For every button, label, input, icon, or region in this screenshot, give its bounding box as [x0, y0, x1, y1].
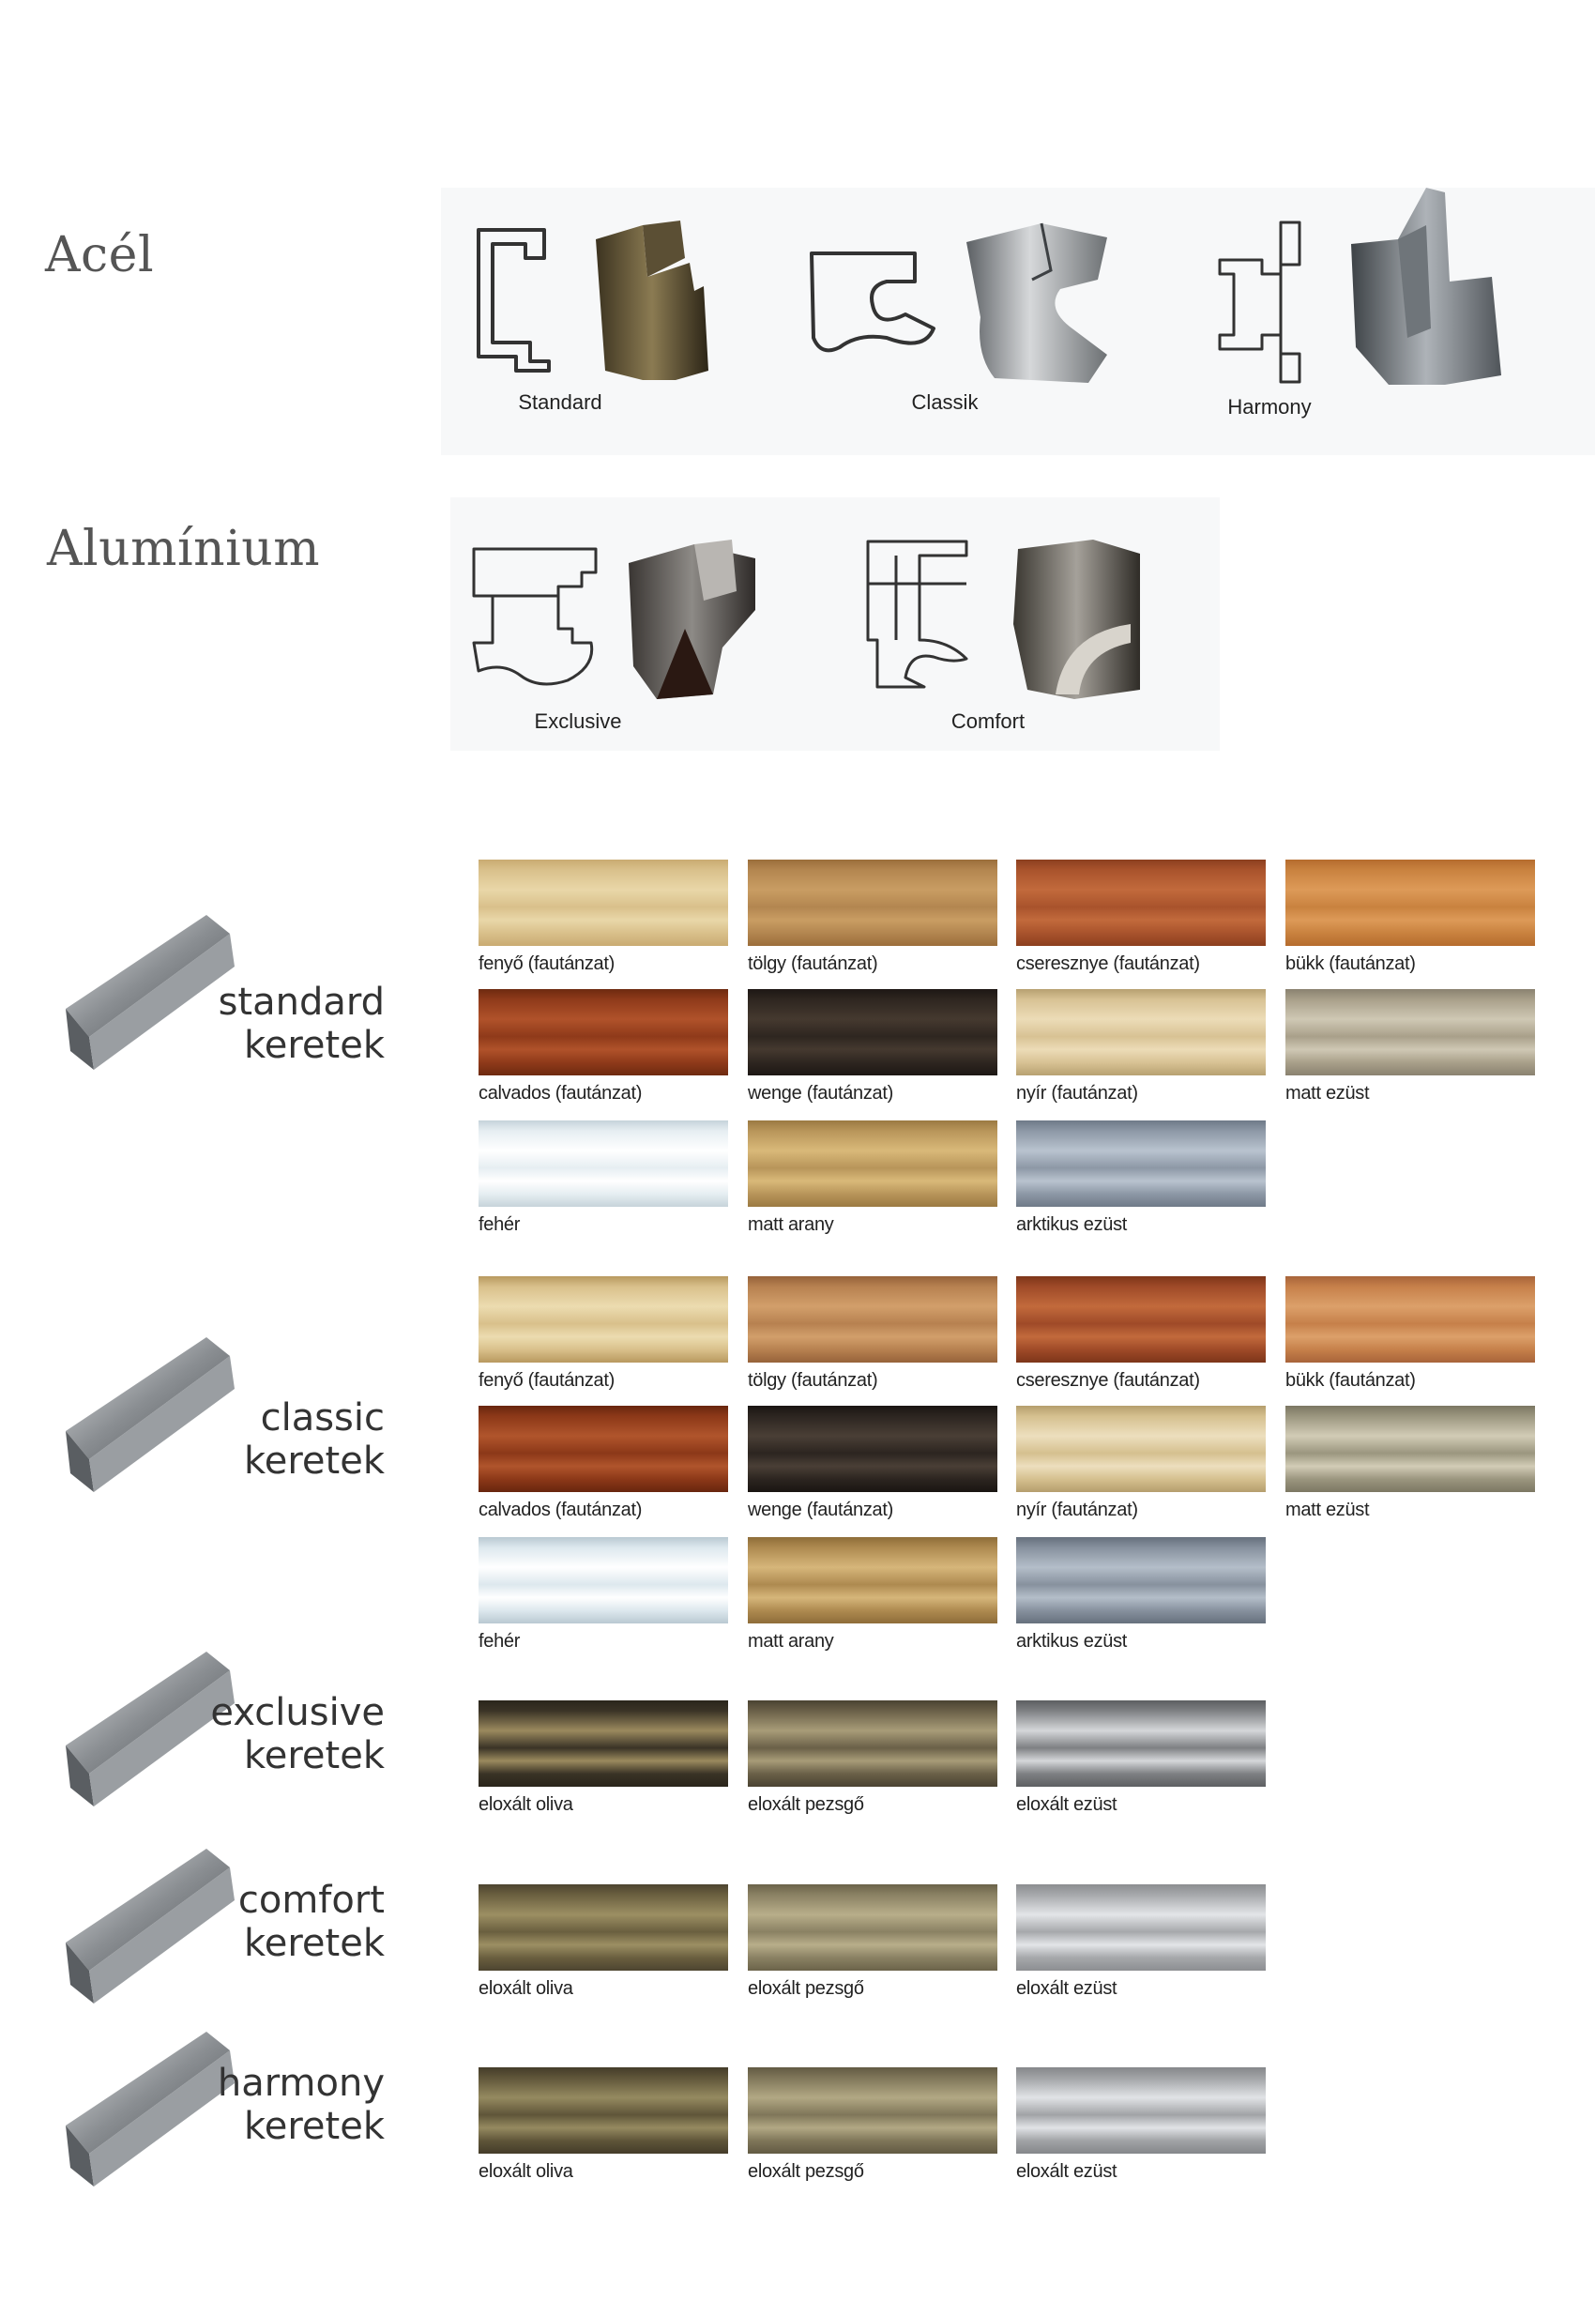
color-swatch-label: nyír (fautánzat) [1016, 1500, 1138, 1520]
frame-type-label [160, 1879, 385, 1965]
frame-type-name: classic [260, 1396, 385, 1440]
color-swatch [748, 2067, 997, 2154]
color-swatch [479, 1884, 728, 1971]
frame-type-word: keretek [244, 1922, 385, 1965]
color-swatch [1016, 860, 1266, 946]
frame-type-name: standard [218, 981, 385, 1024]
color-swatch-label: eloxált oliva [479, 2161, 573, 2182]
color-swatch [1285, 860, 1535, 946]
exclusive-profile-label: Exclusive [534, 709, 622, 733]
color-swatch-label: eloxált ezüst [1016, 1978, 1117, 1999]
color-swatch-label: calvados (fautánzat) [479, 1083, 643, 1104]
color-swatch-label: nyír (fautánzat) [1016, 1083, 1138, 1104]
frame-type-label [160, 1396, 385, 1483]
comfort-profile-drawing [859, 537, 980, 696]
section-title-steel: Acél [45, 227, 155, 283]
color-swatch-label: eloxált pezsgő [748, 1978, 864, 1999]
color-swatch-label: eloxált oliva [479, 1978, 573, 1999]
color-swatch [748, 860, 997, 946]
color-swatch [1016, 1884, 1266, 1971]
color-swatch-label: matt arany [748, 1631, 834, 1652]
color-swatch-label: wenge (fautánzat) [748, 1083, 893, 1104]
exclusive-profile-drawing [464, 540, 605, 694]
standard-profile-label: Standard [518, 390, 602, 414]
color-swatch-label: eloxált ezüst [1016, 2161, 1117, 2182]
color-swatch-label: wenge (fautánzat) [748, 1500, 893, 1520]
frame-type-word: keretek [244, 2105, 385, 2148]
color-swatch [479, 2067, 728, 2154]
color-swatch-label: matt ezüst [1285, 1500, 1370, 1520]
classik-profile-label: Classik [911, 390, 979, 414]
comfort-profile-photo [999, 530, 1159, 704]
frame-type-label [160, 1691, 385, 1777]
classik-profile-drawing [802, 239, 943, 361]
frame-type-name: exclusive [210, 1691, 385, 1734]
harmony-profile-drawing [1210, 218, 1314, 387]
frame-type-label [160, 981, 385, 1067]
frame-type-name: comfort [237, 1879, 385, 1922]
color-swatch [479, 1537, 728, 1623]
color-swatch [1016, 1120, 1266, 1207]
color-swatch [748, 1406, 997, 1492]
color-swatch [479, 1406, 728, 1492]
section-title-aluminium: Alumínium [47, 521, 321, 577]
color-swatch-label: fehér [479, 1214, 521, 1235]
color-swatch [479, 1276, 728, 1363]
exclusive-profile-photo [619, 535, 769, 699]
color-swatch [748, 1700, 997, 1787]
color-swatch [479, 860, 728, 946]
color-swatch [748, 1276, 997, 1363]
standard-profile-drawing [460, 221, 572, 380]
frame-type-word: keretek [244, 1024, 385, 1067]
color-swatch [1016, 1406, 1266, 1492]
color-swatch [1016, 1276, 1266, 1363]
frame-type-name: harmony [217, 2062, 385, 2105]
standard-profile-photo [586, 221, 727, 385]
color-swatch-label: eloxált oliva [479, 1794, 573, 1815]
color-swatch-label: bükk (fautánzat) [1285, 1370, 1416, 1391]
color-swatch [479, 1120, 728, 1207]
color-swatch-label: eloxált ezüst [1016, 1794, 1117, 1815]
harmony-profile-photo [1342, 188, 1511, 389]
color-swatch [748, 1884, 997, 1971]
color-swatch [1016, 1700, 1266, 1787]
color-swatch-label: bükk (fautánzat) [1285, 953, 1416, 974]
color-swatch-label: cseresznye (fautánzat) [1016, 953, 1200, 974]
color-swatch-label: fenyő (fautánzat) [479, 1370, 615, 1391]
color-swatch-label: matt arany [748, 1214, 834, 1235]
color-swatch-label: arktikus ezüst [1016, 1631, 1128, 1652]
frame-type-label [160, 2062, 385, 2148]
color-swatch-label: eloxált pezsgő [748, 1794, 864, 1815]
comfort-profile-label: Comfort [950, 709, 1026, 733]
color-swatch-label: matt ezüst [1285, 1083, 1370, 1104]
harmony-profile-label: Harmony [1227, 395, 1312, 419]
color-swatch [1285, 1406, 1535, 1492]
color-swatch-label: cseresznye (fautánzat) [1016, 1370, 1200, 1391]
color-swatch [479, 1700, 728, 1787]
color-swatch [748, 1537, 997, 1623]
color-swatch-label: fehér [479, 1631, 521, 1652]
color-swatch [748, 1120, 997, 1207]
color-swatch-label: arktikus ezüst [1016, 1214, 1128, 1235]
color-swatch-label: eloxált pezsgő [748, 2161, 864, 2182]
color-swatch [1016, 989, 1266, 1075]
color-swatch [1285, 989, 1535, 1075]
color-swatch [1285, 1276, 1535, 1363]
color-swatch [1016, 1537, 1266, 1623]
color-swatch-label: fenyő (fautánzat) [479, 953, 615, 974]
frame-type-word: keretek [244, 1440, 385, 1483]
frame-type-word: keretek [244, 1734, 385, 1777]
classik-profile-photo [957, 214, 1121, 388]
color-swatch-label: tölgy (fautánzat) [748, 953, 878, 974]
color-swatch [479, 989, 728, 1075]
color-swatch-label: calvados (fautánzat) [479, 1500, 643, 1520]
color-swatch [748, 989, 997, 1075]
color-swatch-label: tölgy (fautánzat) [748, 1370, 878, 1391]
color-swatch [1016, 2067, 1266, 2154]
